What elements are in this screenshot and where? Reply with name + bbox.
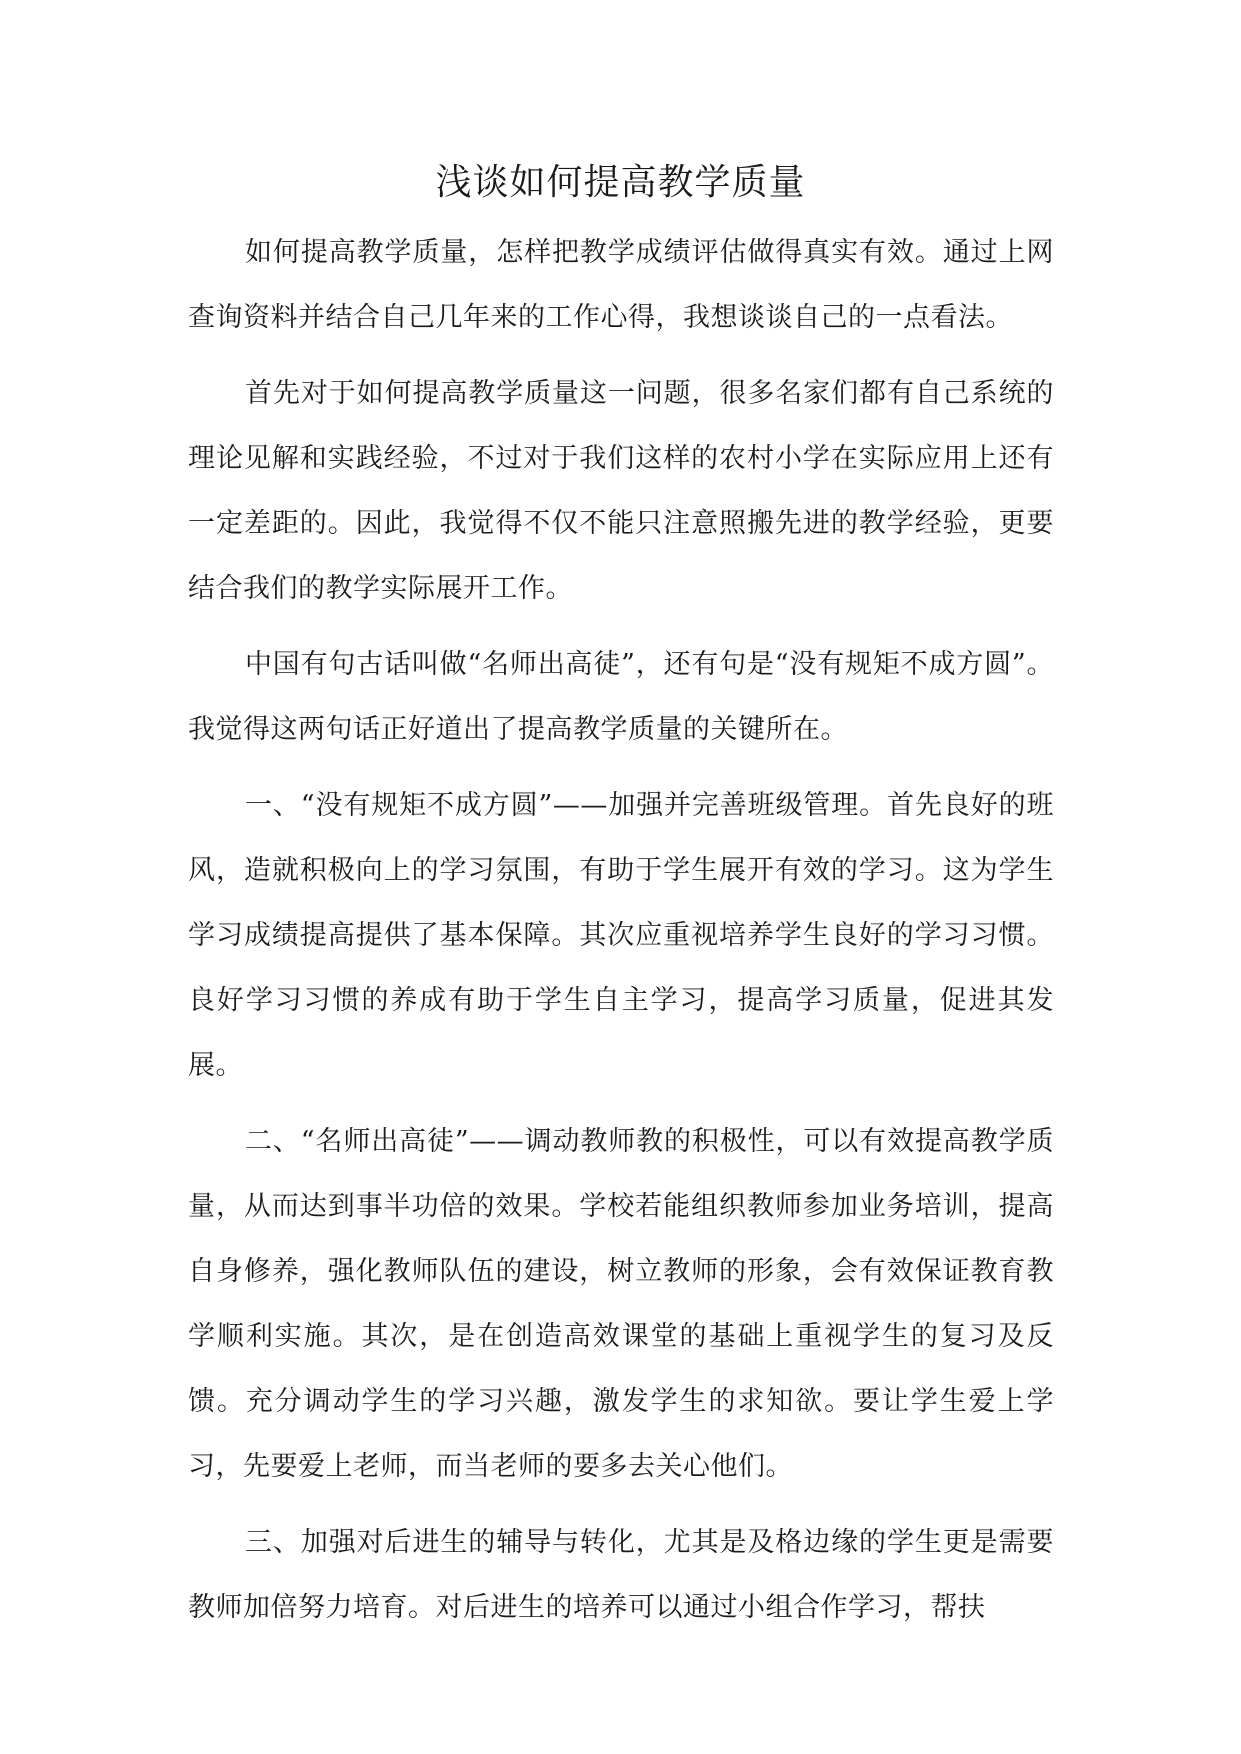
document-body	[188, 220, 1054, 1651]
paragraph-proverbs: 中国有句古话叫做“名师出高徒”，还有句是“没有规矩不成方圆”。我觉得这两句话正好道出了提高教学质量的关键所在。	[188, 649, 1054, 745]
paragraph-context: 首先对于如何提高教学质量这一问题，很多名家们都有自己系统的理论见解和实践经验，不过对于我们这样的农村小学在实际应用上还有一定差距的。因此，我觉得不仅不能只注意照搬先进的教学经验，更要结合我们的教学实际展开工作。	[188, 378, 1054, 604]
paragraph-point-one: 一、“没有规矩不成方圆”——加强并完善班级管理。首先良好的班风，造就积极向上的学习氛围，有助于学生展开有效的学习。这为学生学习成绩提高提供了基本保障。其次应重视培养学生良好的学习习惯。良好学习习惯的养成有助于学生自主学习，提高学习质量，促进其发展。	[188, 790, 1054, 1081]
document-title: 浅谈如何提高教学质量	[435, 162, 806, 203]
paragraph-point-two: 二、“名师出高徒”——调动教师教的积极性，可以有效提高教学质量，从而达到事半功倍的效果。学校若能组织教师参加业务培训，提高自身修养，强化教师队伍的建设，树立教师的形象，会有效保证教育教学顺利实施。其次，是在创造高效课堂的基础上重视学生的复习及反馈。充分调动学生的学习兴趣，激发学生的求知欲。要让学生爱上学习，先要爱上老师，而当老师的要多去关心他们。	[188, 1126, 1054, 1482]
paragraph-intro: 如何提高教学质量，怎样把教学成绩评估做得真实有效。通过上网查询资料并结合自己几年来的工作心得，我想谈谈自己的一点看法。	[188, 237, 1054, 333]
paragraph-point-three: 三、加强对后进生的辅导与转化，尤其是及格边缘的学生更是需要教师加倍努力培育。对后进生的培养可以通过小组合作学习，帮扶	[188, 1527, 1054, 1623]
